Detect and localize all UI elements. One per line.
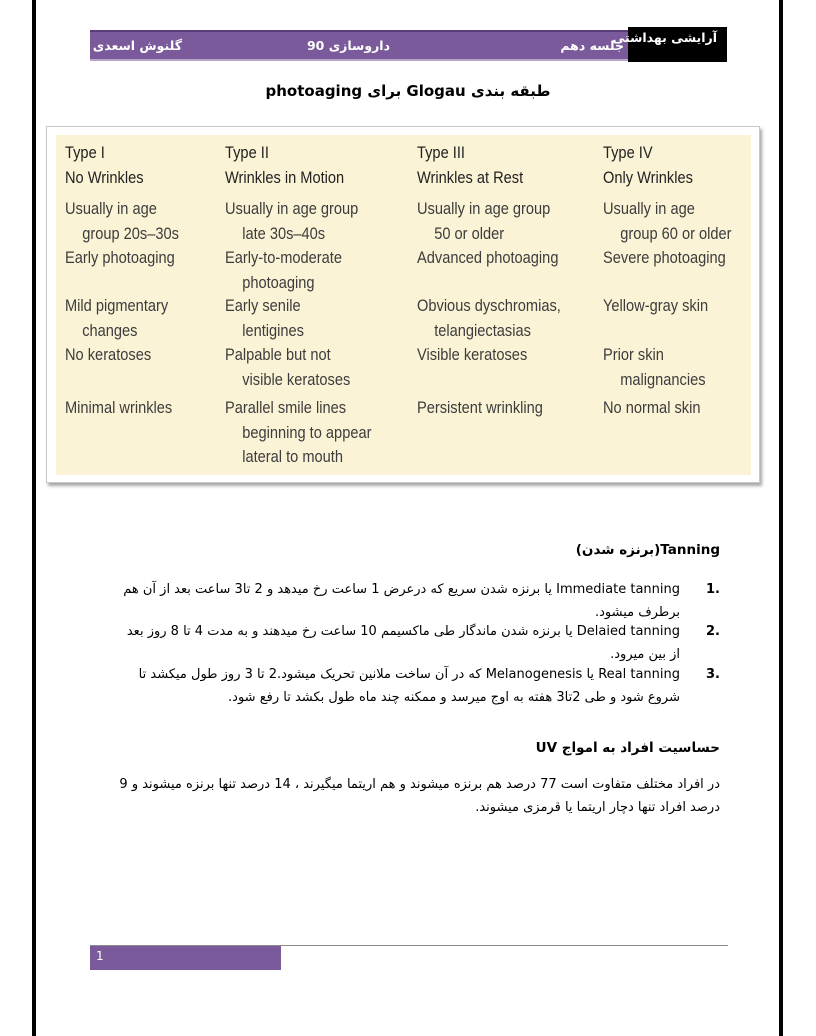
col4-subtitle: Only Wrinkles (603, 167, 693, 187)
header-session: جلسه دهم (560, 38, 624, 53)
footer-band (90, 946, 281, 970)
col3-row-photoaging: Advanced photoaging (417, 248, 559, 267)
col3-subtitle: Wrinkles at Rest (417, 167, 524, 187)
col2-row-wrinkles: Parallel smile lines beginning to appear lateral to mouth (225, 398, 372, 466)
col2-row-pigment: Early senile lentigines (225, 296, 304, 340)
col1-heading (65, 141, 144, 190)
col4-row-pigment: Yellow-gray skin (603, 296, 709, 315)
col4-row-age: Usually in age group 60 or older (603, 199, 732, 243)
tanning-item-1-text: Immediate tanning یا برنزه شدن سریع که درعرض 1 ساعت رخ میدهد و 2 تا3 ساعت بعد از آن هم برطرف میشود. (123, 582, 680, 620)
page-border-right (779, 0, 783, 1036)
header-author: گلنوش اسعدی (92, 38, 182, 53)
col2-row-age: Usually in age group late 30s–40s (225, 199, 359, 243)
col2-type: Type II (225, 143, 269, 162)
col4-heading (603, 141, 693, 190)
header-course: داروسازی 90 (306, 38, 390, 53)
col4-row-wrinkles: No normal skin (603, 398, 701, 417)
col2-subtitle: Wrinkles in Motion (225, 167, 345, 187)
header-badge-label: آرایشی بهداشتی (612, 30, 717, 45)
page-number: 1 (96, 949, 104, 963)
col1-row-photoaging: Early photoaging (65, 248, 175, 267)
glogau-table (46, 126, 760, 483)
tanning-heading: Tanning(برنزه شدن) (575, 542, 720, 558)
uv-heading: حساسیت افراد به امواج UV (535, 740, 720, 756)
tanning-item-2 (120, 620, 720, 666)
tanning-item-3 (120, 663, 720, 709)
tanning-item-1-number: 1. (706, 582, 720, 597)
page-title: طبقه بندی Glogau برای photoaging (265, 82, 551, 100)
col3-type: Type III (417, 143, 465, 162)
col3-row-keratoses: Visible keratoses (417, 345, 528, 364)
col4-type: Type IV (603, 143, 653, 162)
tanning-item-2-number: 2. (706, 624, 720, 639)
uv-paragraph: در افراد مختلف متفاوت است 77 درصد هم برنزه میشوند و هم اریتما میگیرند ، 14 درصد تنها برنزه میشوند و 9 درصد افراد تنها دچار اریتما یا قرمزی میشوند. (119, 777, 720, 815)
col1-row-pigment: Mild pigmentary changes (65, 296, 169, 340)
col4-row-photoaging: Severe photoaging (603, 248, 726, 267)
header-badge (612, 27, 727, 62)
tanning-item-1 (120, 578, 720, 624)
col1-row-wrinkles: Minimal wrinkles (65, 398, 173, 417)
col4-row-keratoses: Prior skin malignancies (603, 345, 706, 389)
col2-row-photoaging: Early-to-moderate photoaging (225, 248, 343, 292)
tanning-item-3-number: 3. (706, 667, 720, 682)
col3-row-pigment: Obvious dyschromias, telangiectasias (417, 296, 561, 340)
col3-row-age: Usually in age group 50 or older (417, 199, 551, 243)
col1-row-age: Usually in age group 20s–30s (65, 199, 179, 243)
col3-row-wrinkles: Persistent wrinkling (417, 398, 543, 417)
header-band (90, 30, 628, 61)
page-border-left (32, 0, 36, 1036)
glogau-table-body (56, 135, 751, 475)
col1-type: Type I (65, 143, 105, 162)
col1-row-keratoses: No keratoses (65, 345, 152, 364)
col1-subtitle: No Wrinkles (65, 167, 144, 187)
col2-heading (225, 141, 344, 190)
tanning-item-2-text: Delaied tanning یا برنزه شدن ماندگار طی ماکسیمم 10 ساعت رخ میدهند و به مدت 4 تا 8 روز بعد از بین میرود. (126, 624, 680, 662)
col3-heading (417, 141, 523, 190)
col2-row-keratoses: Palpable but not visible keratoses (225, 345, 351, 389)
tanning-item-3-text: Real tanning یا Melanogenesis که در آن ساخت ملانین تحریک میشود.2 تا 3 روز طول میکشد تا شروع شود و طی 2تا3 هفته به اوج میرسد و ممکنه چند ماه طول بکشد تا رفع شود. (138, 667, 680, 705)
